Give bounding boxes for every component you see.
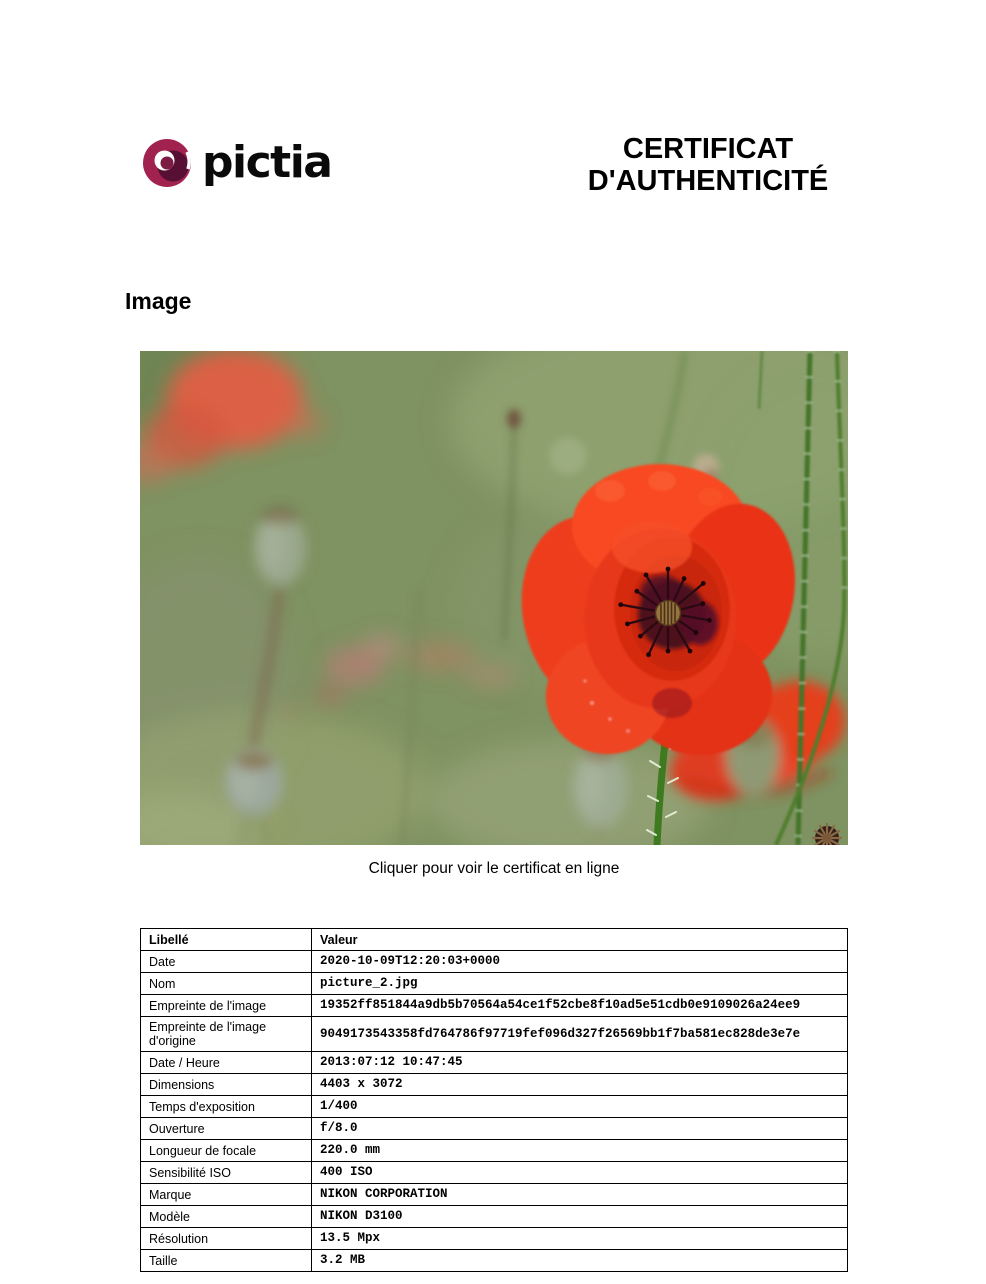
table-row bbox=[141, 995, 848, 1017]
row-value: NIKON D3100 bbox=[312, 1206, 848, 1228]
row-value: 400 ISO bbox=[312, 1162, 848, 1184]
table-row bbox=[141, 1017, 848, 1052]
table-header-row bbox=[141, 929, 848, 951]
document-title-line1: CERTIFICAT bbox=[622, 133, 794, 165]
table-row bbox=[141, 1228, 848, 1250]
row-label: Nom bbox=[141, 973, 312, 995]
row-label: Empreinte de l'image d'origine bbox=[141, 1017, 312, 1052]
table-row bbox=[141, 1118, 848, 1140]
table-row bbox=[141, 1250, 848, 1272]
pictia-aperture-icon bbox=[142, 138, 192, 188]
table-row bbox=[141, 973, 848, 995]
table-row bbox=[141, 1074, 848, 1096]
row-value: 13.5 Mpx bbox=[312, 1228, 848, 1250]
document-title bbox=[548, 133, 868, 197]
metadata-table bbox=[140, 928, 848, 1272]
table-row bbox=[141, 1096, 848, 1118]
table-row bbox=[141, 1162, 848, 1184]
column-header-value: Valeur bbox=[312, 929, 848, 951]
row-value: 2020-10-09T12:20:03+0000 bbox=[312, 951, 848, 973]
row-label: Sensibilité ISO bbox=[141, 1162, 312, 1184]
table-row bbox=[141, 1184, 848, 1206]
view-certificate-link[interactable]: Cliquer pour voir le certificat en ligne bbox=[368, 860, 620, 877]
poppy-field-photo bbox=[140, 351, 848, 845]
table-row bbox=[141, 1206, 848, 1228]
row-label: Résolution bbox=[141, 1228, 312, 1250]
row-value: 2013:07:12 10:47:45 bbox=[312, 1052, 848, 1074]
document-title-line2: D'AUTHENTICITÉ bbox=[587, 165, 829, 197]
row-value: 220.0 mm bbox=[312, 1140, 848, 1162]
table-row bbox=[141, 951, 848, 973]
row-label: Date bbox=[141, 951, 312, 973]
row-label: Taille bbox=[141, 1250, 312, 1272]
row-value: f/8.0 bbox=[312, 1118, 848, 1140]
row-value: NIKON CORPORATION bbox=[312, 1184, 848, 1206]
row-label: Temps d'exposition bbox=[141, 1096, 312, 1118]
column-header-label: Libellé bbox=[141, 929, 312, 951]
row-value: 4403 x 3072 bbox=[312, 1074, 848, 1096]
row-label: Dimensions bbox=[141, 1074, 312, 1096]
row-label: Ouverture bbox=[141, 1118, 312, 1140]
section-heading-image: Image bbox=[125, 288, 192, 314]
row-value: 9049173543358fd764786f97719fef096d327f26569bb1f7ba581ec828de3e7e bbox=[312, 1017, 848, 1052]
table-row bbox=[141, 1052, 848, 1074]
certificate-photo[interactable] bbox=[140, 351, 848, 845]
row-label: Longueur de focale bbox=[141, 1140, 312, 1162]
row-value: 19352ff851844a9db5b70564a54ce1f52cbe8f10ad5e51cdb0e9109026a24ee9 bbox=[312, 995, 848, 1017]
row-value: 1/400 bbox=[312, 1096, 848, 1118]
table-row bbox=[141, 1140, 848, 1162]
pictia-logo bbox=[142, 138, 331, 188]
row-label: Modèle bbox=[141, 1206, 312, 1228]
row-label: Marque bbox=[141, 1184, 312, 1206]
row-value: picture_2.jpg bbox=[312, 973, 848, 995]
row-label: Date / Heure bbox=[141, 1052, 312, 1074]
row-label: Empreinte de l'image bbox=[141, 995, 312, 1017]
brand-name: pictia bbox=[202, 137, 332, 188]
row-value: 3.2 MB bbox=[312, 1250, 848, 1272]
